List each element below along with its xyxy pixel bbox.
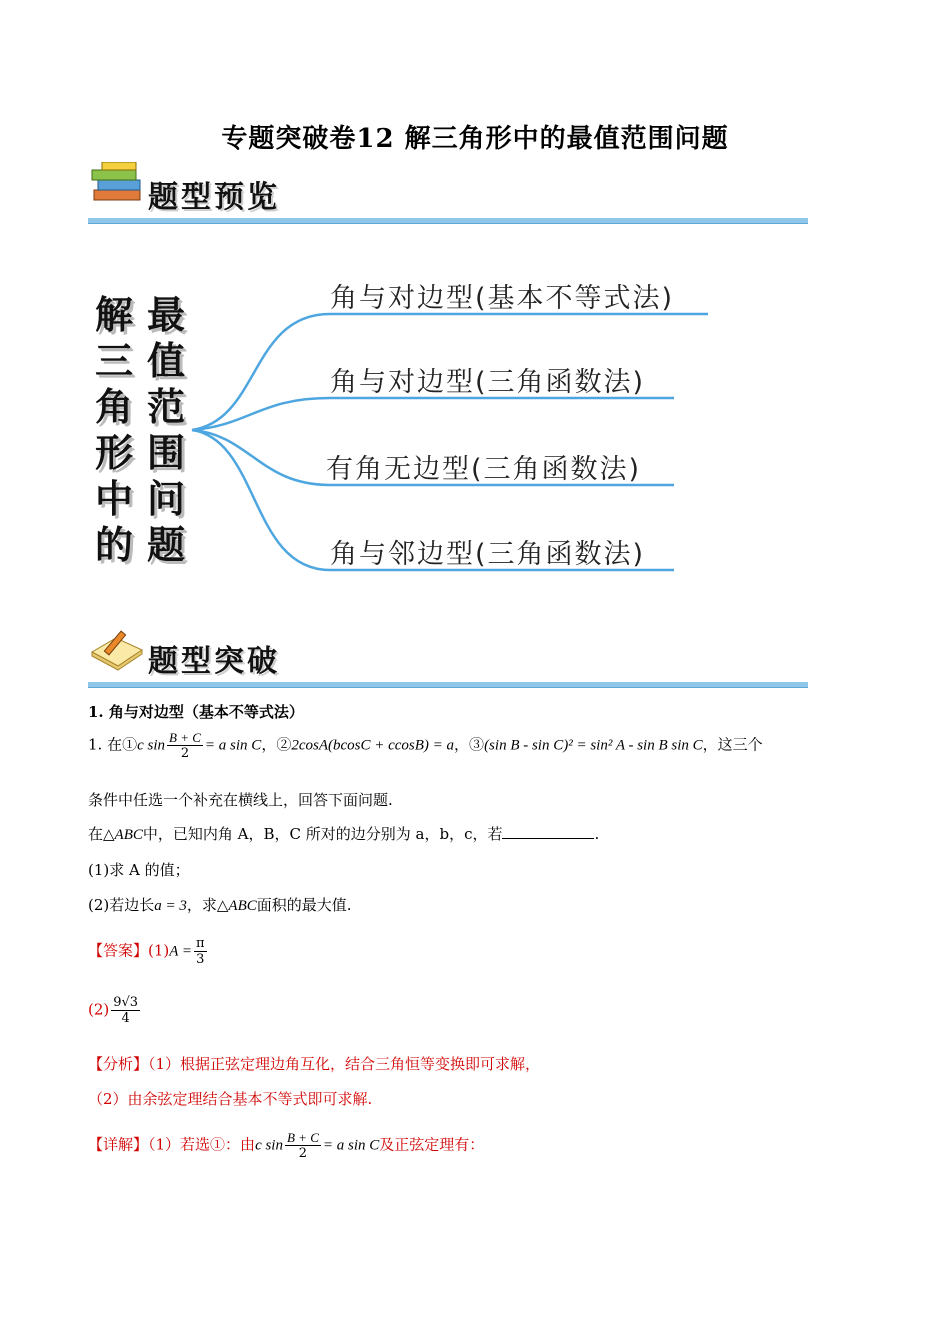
section-title-preview: 题型预览 <box>148 180 280 215</box>
answer-line-2: (2) $\frac{9√3}{4}$ <box>88 995 139 1026</box>
branch-line-2 <box>192 398 674 430</box>
question-part-1: (1)求 A 的值； <box>88 861 190 879</box>
analysis-line-1: 【分析】（1）根据正弦定理边角互化，结合三角恒等变换即可求解， <box>88 1055 541 1073</box>
mindmap-branch-3: 有角无边型(三角函数法) <box>326 454 642 485</box>
page-title: 专题突破卷12 解三角形中的最值范围问题 <box>221 124 729 154</box>
notebook-pencil-icon <box>88 628 146 672</box>
mindmap-branch-2: 角与对边型(三角函数法) <box>330 367 646 398</box>
fraction: $\frac{B + C}{2}$ <box>286 1130 319 1161</box>
fraction: $\frac{B + C}{2}$ <box>169 730 201 761</box>
section-title-breakthrough: 题型突破 <box>148 644 280 679</box>
section-underline <box>88 682 808 688</box>
fraction: $\frac{\pi}{3}$ <box>196 936 205 967</box>
answer-blank <box>502 824 594 839</box>
mindmap-root-col2: 最 值 范 围 问 题 <box>147 293 186 567</box>
question-part-2: (2)若边长a = 3，求△ABC面积的最大值. <box>88 896 352 914</box>
question-line-1: 1. 在①c sin $\frac{B + C}{2}$ = a sin C，②2cosA(bcosC + ccosB) = a，③(sin B - sin C)² = sin² A - sin B sin C，这三个 <box>88 730 763 761</box>
fraction: $\frac{9√3}{4}$ <box>113 995 139 1026</box>
mindmap-branch-4: 角与邻边型(三角函数法) <box>330 539 646 570</box>
mindmap-root-col1: 解 三 角 形 中 的 <box>95 293 134 567</box>
question-line-3: 在△ABC中，已知内角 A，B，C 所对的边分别为 a，b，c，若 . <box>88 825 600 843</box>
detail-line-1: 【详解】（1）若选①：由c sin $\frac{B + C}{2}$ = a sin C及正弦定理有： <box>88 1130 485 1161</box>
section-header-breakthrough <box>88 626 808 686</box>
analysis-line-2: （2）由余弦定理结合基本不等式即可求解. <box>88 1090 373 1108</box>
question-line-2: 条件中任选一个补充在横线上，回答下面问题. <box>88 791 393 809</box>
subsection-title: 1. 角与对边型（基本不等式法） <box>88 703 304 721</box>
mindmap-branch-1: 角与对边型(基本不等式法) <box>330 283 675 314</box>
answer-line-1: 【答案】(1)A = $\frac{\pi}{3}$ <box>88 936 205 967</box>
